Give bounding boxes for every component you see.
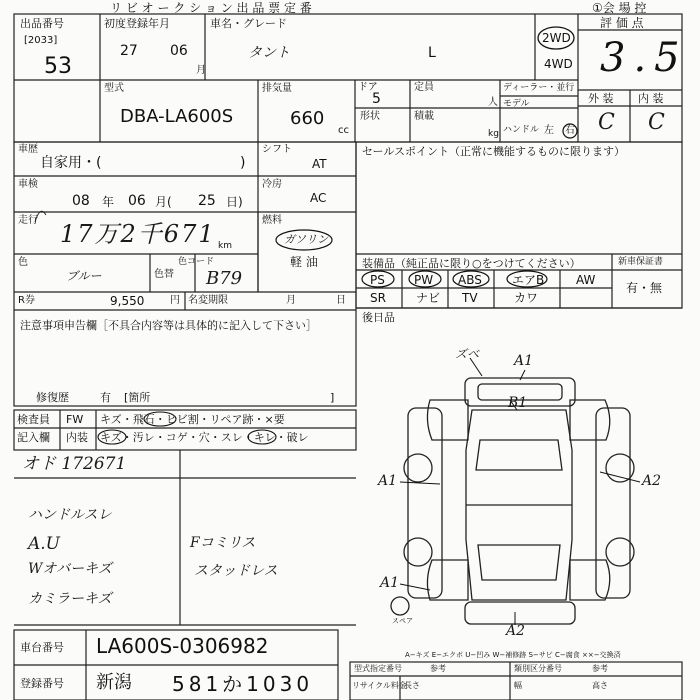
capacity-label: 定員 (414, 82, 434, 93)
rear-seat-label: 後日品 (362, 311, 395, 324)
displacement-unit: cc (338, 125, 349, 136)
model-year-label: モデル (503, 99, 530, 109)
equipment-item: エアB (512, 273, 545, 287)
load-unit: kg (488, 129, 499, 139)
color-code-label: 色コード (178, 257, 215, 267)
equipment-item: PS (370, 273, 385, 287)
lot-code: [2033] (24, 35, 58, 46)
header-title: リ ビ オ ー ク シ ョ ン 出 品 票 定 番 (110, 1, 312, 15)
recycle-value: 9,550 (110, 294, 145, 308)
inspection-month-unit: 月( (155, 195, 172, 209)
inspector-interior-tag: 内装 (66, 431, 88, 444)
shift-value: AT (312, 157, 327, 171)
recycle-label: R券 (18, 295, 35, 306)
load-label: 積載 (414, 111, 434, 122)
car-name: タント (248, 45, 290, 61)
exterior-label: 外 装 (588, 92, 614, 105)
mileage-label: 走行 (18, 215, 38, 226)
damage-mark: ズベ (455, 347, 480, 361)
repair-bracket: [箇所 (124, 391, 151, 404)
interior-value: C (648, 110, 665, 135)
recycle-unit: 円 (170, 295, 180, 306)
ac-label: 冷房 (262, 179, 282, 190)
inspection-year: 08 (72, 193, 90, 209)
body-shape-label: 形状 (360, 111, 380, 122)
displacement-value: 660 (290, 108, 325, 129)
doors-value: 5 (372, 91, 381, 107)
spare-label: スペア (392, 617, 413, 625)
equipment-item: AW (576, 273, 596, 287)
chassis-value: LA600S-0306982 (96, 634, 269, 658)
color-code-value: B79 (206, 268, 243, 289)
length-label: 長さ (404, 681, 420, 690)
capacity-unit: 人 (488, 97, 498, 108)
category-label: 類別区分番号 (514, 664, 562, 673)
first-reg-month: 06 (170, 43, 188, 59)
score-value: 3.5 (600, 35, 688, 81)
ac-value: AC (310, 191, 327, 205)
dealer-label: ディーラー・並行 (503, 83, 575, 93)
warranty-value: 有・無 (626, 281, 663, 295)
history-label: 車歴 (18, 144, 38, 155)
sales-point-label: セールスポイント（正常に機能するものに限ります） (362, 145, 626, 158)
model-value: DBA-LA600S (120, 106, 234, 127)
repair-close: ] (330, 391, 335, 404)
equipment-item: SR (370, 291, 386, 305)
damage-legend: A−キズ E−エクボ U−凹み W−補修跡 S−サビ C−腐食 ××−交換済 (405, 651, 621, 659)
inspection-year-unit: 年 (102, 195, 115, 209)
fuel-gasoline: ガソリン (284, 233, 328, 246)
note-w: Wオバーキズ (28, 561, 112, 577)
first-reg-label: 初度登録年月 (104, 17, 170, 30)
registration-label: 登録番号 (20, 677, 64, 690)
registration-area: 新潟 (96, 672, 132, 693)
color-label: 色 (18, 257, 28, 268)
inspector-row-1: キズ・飛石・ヒビ割・リペア跡・×要 (100, 413, 285, 426)
inspection-day: 25 (198, 193, 216, 209)
equipment-label: 装備品（純正品に限り○をつけてください） (362, 257, 581, 270)
inspector-label-1: 検査員 (17, 413, 50, 426)
venue-mark: ①会 場 控 (592, 1, 647, 15)
equipment-item: カワ (514, 291, 539, 305)
height-label: 高さ (592, 681, 608, 690)
mileage-value: 17万2千671 (60, 220, 216, 248)
exterior-value: C (598, 110, 615, 135)
score-label: 評 価 点 (600, 16, 644, 30)
registration-number: 581か1030 (172, 672, 314, 696)
note-au: A.U (28, 534, 61, 554)
inspector-row-2: キズ・汚レ・コゲ・穴・スレ・キレ・破レ (100, 431, 309, 444)
color-change-label: 色替 (154, 269, 174, 280)
history-value: 自家用・( (40, 155, 102, 171)
car-name-label: 車名・グレード (210, 17, 287, 30)
displacement-label: 排気量 (262, 83, 292, 94)
lot-label: 出品番号 (20, 17, 64, 30)
name-change-month: 月 (286, 295, 296, 306)
reference-label-1: 参考 (430, 664, 446, 673)
equipment-item: ナビ (416, 291, 441, 305)
doors-label: ドア (358, 82, 378, 93)
fuel-label: 燃料 (262, 215, 282, 226)
chassis-label: 車台番号 (20, 641, 64, 654)
history-close: ) (240, 155, 246, 171)
first-reg-month-unit: 月 (196, 65, 206, 76)
repair-label: 修復歴 (36, 391, 69, 404)
inspection-label: 車検 (18, 179, 38, 190)
width-label: 幅 (514, 681, 522, 690)
name-change-label: 名変期限 (188, 295, 228, 306)
reference-label-2: 参考 (592, 664, 608, 673)
note-odometer: オド 172671 (22, 454, 127, 474)
mileage-unit: km (218, 241, 232, 251)
type-designation-label: 型式指定番号 (354, 664, 402, 673)
car-grade: L (428, 45, 436, 61)
note-studless: スタッドレス (194, 563, 278, 579)
damage-mark: A1 (514, 353, 534, 369)
inspection-month: 06 (128, 193, 146, 209)
lot-number: 53 (44, 54, 72, 79)
note-handle: ハンドルスレ (28, 507, 112, 523)
handle-right: 右 (565, 125, 575, 136)
shift-label: シフト (262, 144, 292, 155)
inspector-label-2: 記入欄 (17, 431, 50, 444)
interior-label: 内 装 (638, 92, 664, 105)
note-f: Fコミリス (190, 535, 256, 551)
damage-mark: A2 (506, 623, 526, 639)
first-reg-year: 27 (120, 43, 138, 59)
model-label: 型式 (104, 83, 124, 94)
notes-label: 注意事項申告欄［不具合内容等は具体的に記入して下さい］ (20, 319, 317, 332)
recycle-fee-label: リサイクル料金 (352, 681, 407, 690)
damage-mark: B1 (508, 395, 528, 411)
car-diagram (391, 378, 634, 624)
warranty-label: 新車保証書 (618, 257, 664, 267)
equipment-item: PW (414, 273, 434, 287)
inspector-fw-tag: FW (66, 413, 84, 426)
fuel-diesel: 軽 油 (290, 255, 318, 269)
drive-4wd: 4WD (544, 57, 573, 71)
damage-mark: A1 (378, 473, 398, 489)
equipment-item: ABS (458, 273, 482, 287)
handle-label: ハンドル (503, 125, 540, 135)
drive-2wd: 2WD (542, 31, 571, 45)
repair-value: 有 (100, 391, 111, 404)
name-change-day: 日 (336, 295, 346, 306)
inspection-day-unit: 日) (226, 195, 243, 209)
handle-left: 左 (544, 125, 554, 136)
damage-mark: A2 (642, 473, 662, 489)
note-mirror: カミラーキズ (28, 591, 112, 607)
equipment-item: TV (462, 291, 478, 305)
damage-mark: A1 (380, 575, 400, 591)
color-value: ブルー (66, 269, 102, 283)
